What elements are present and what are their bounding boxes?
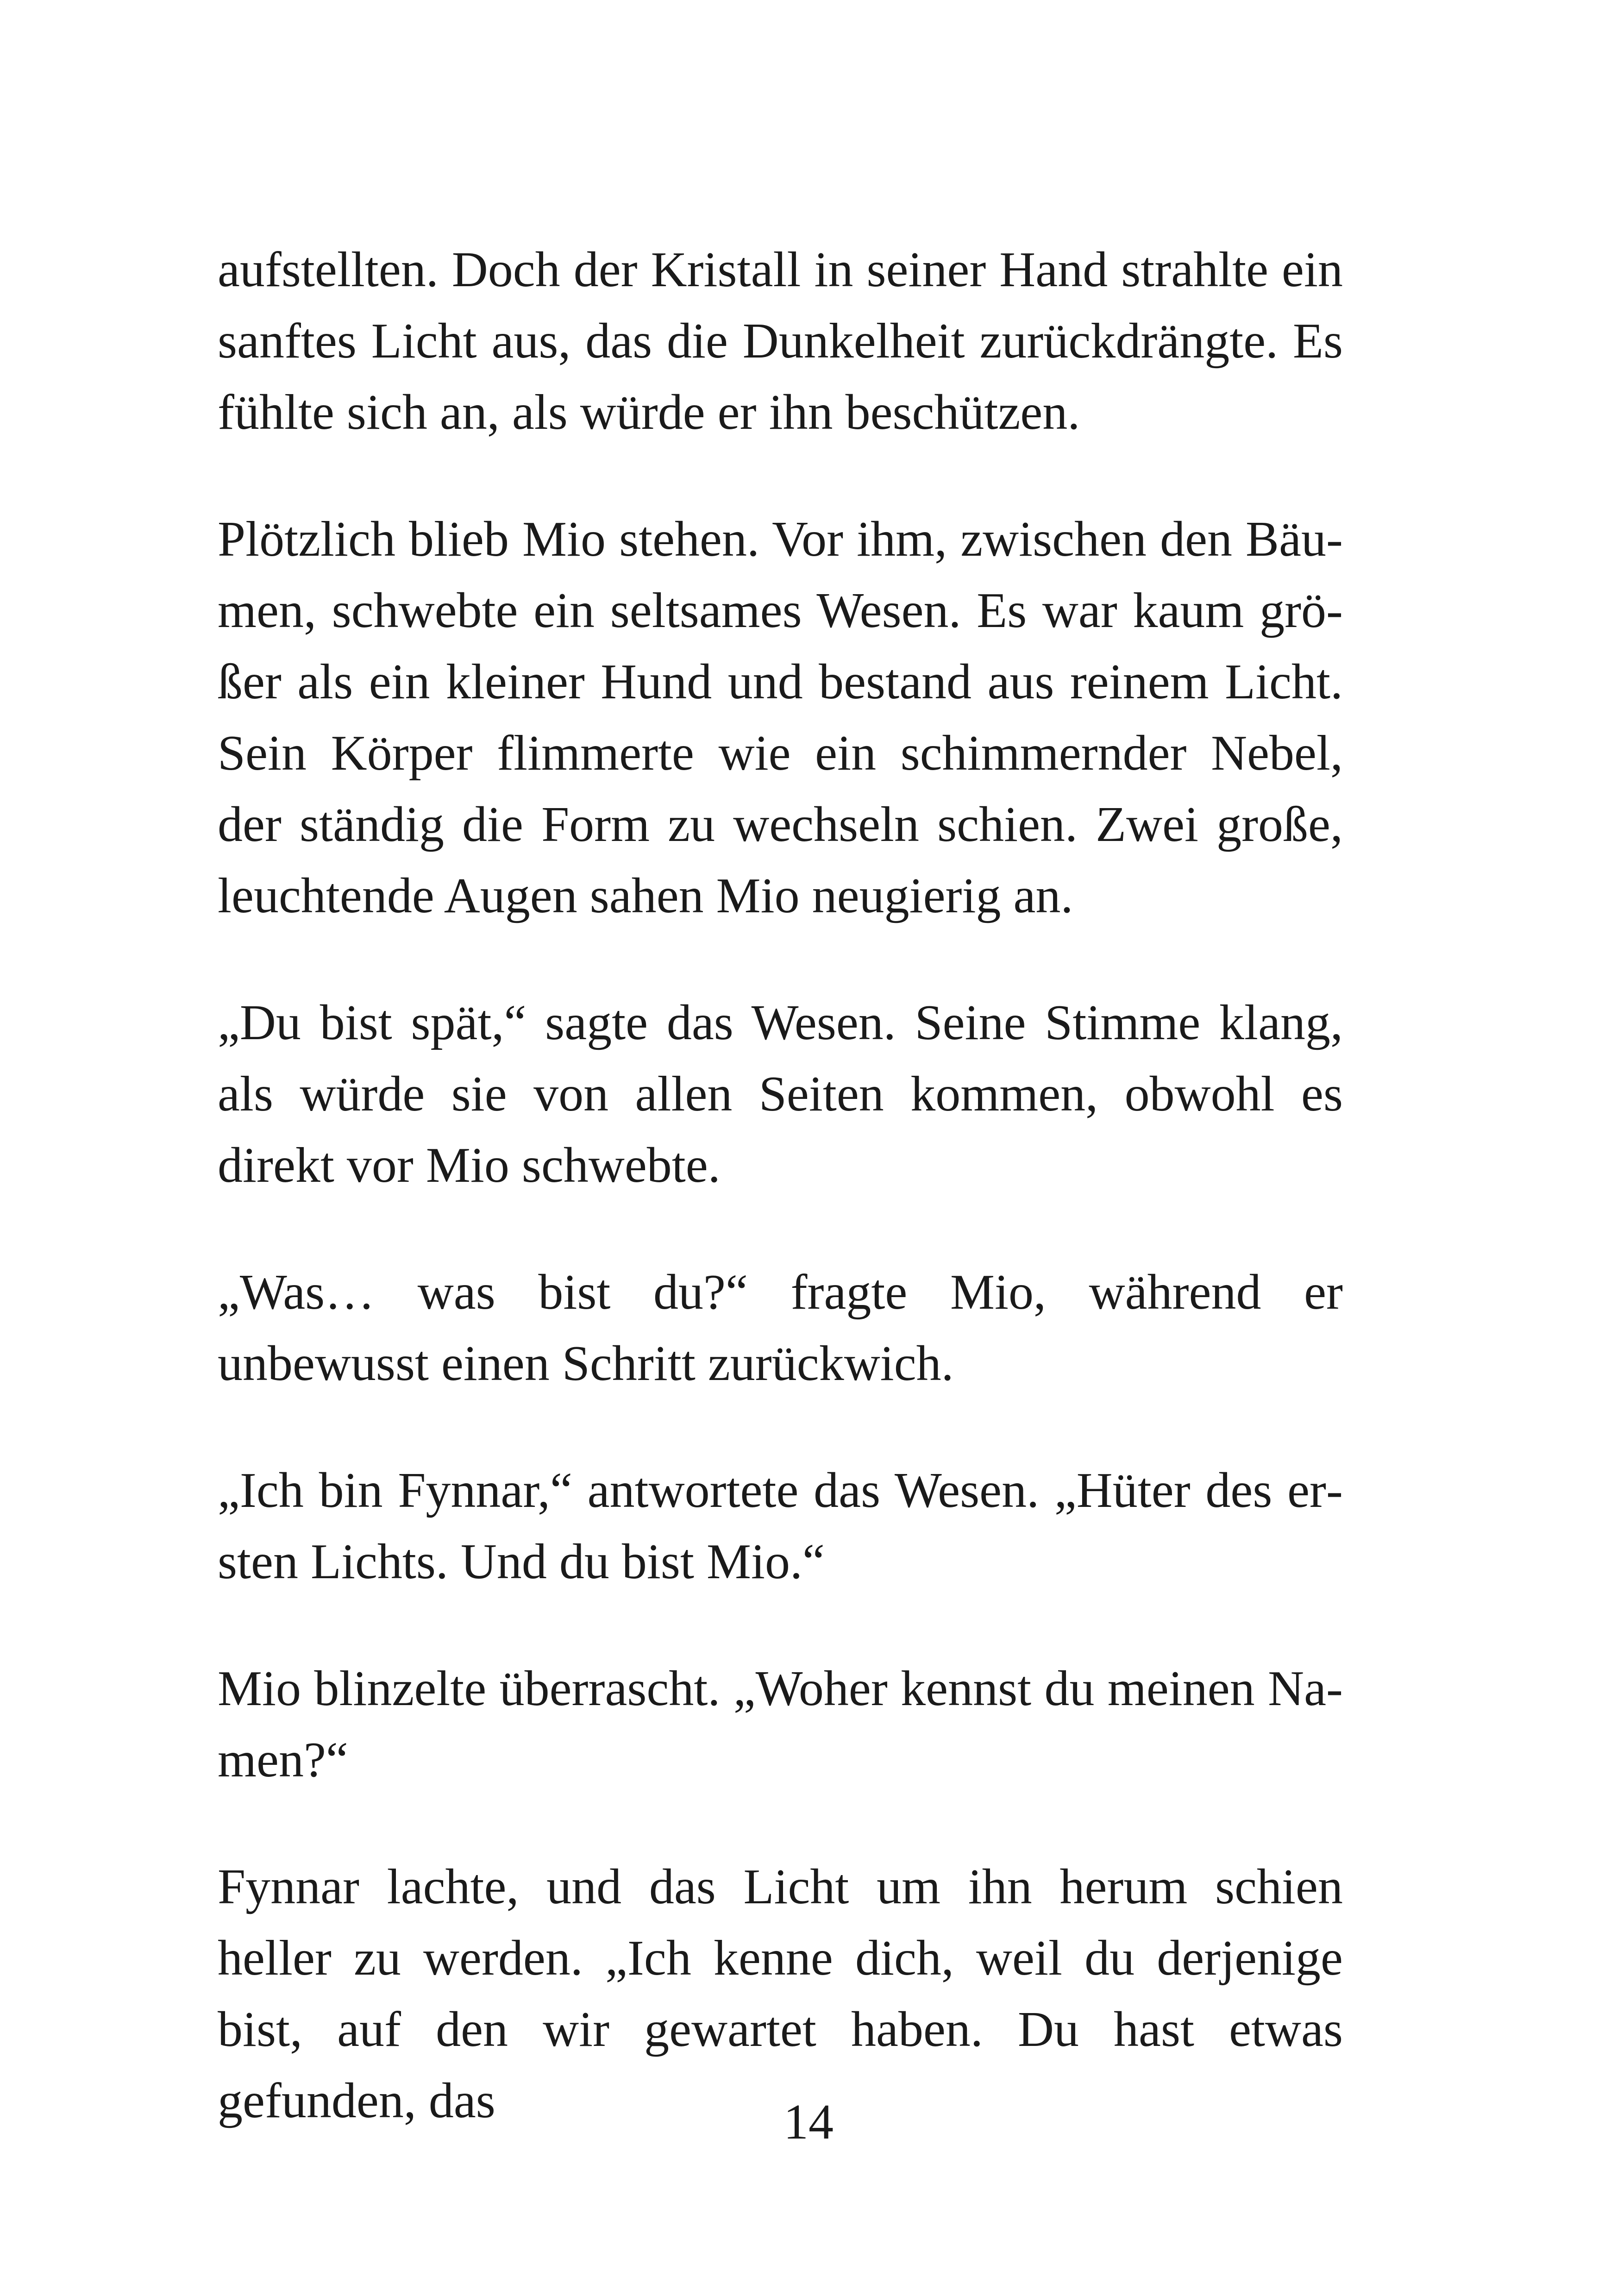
paragraph: „Du bist spät,“ sagte das Wesen. Seine Stimme klang, als würde sie von allen Seiten kommen, obwohl es direkt vor Mio schwebte. <box>218 995 1343 1193</box>
paragraph: „Was… was bist du?“ fragte Mio, während er unbewusst einen Schritt zurückwich. <box>218 1265 1343 1391</box>
paragraph: Plötzlich blieb Mio stehen. Vor ihm, zwischen den Bäumen, schwebte ein seltsames Wesen. Es war kaum größer als ein kleiner Hund und bestand aus reinem Licht. Sein Körper flimmerte wie ein schimmernder Nebel, der ständig die Form zu wechseln schien. Zwei große, leuchtende Augen sahen Mio neugierig an. <box>218 512 1343 923</box>
paragraph: Mio blinzelte überrascht. „Woher kennst du meinen Namen?“ <box>218 1661 1343 1788</box>
page-number: 14 <box>783 2095 834 2150</box>
paragraph: „Ich bin Fynnar,“ antwortete das Wesen. „Hüter des ersten Lichts. Und du bist Mio.“ <box>218 1463 1343 1589</box>
paragraph: Fynnar lachte, und das Licht um ihn herum schien heller zu werden. „Ich kenne dich, weil du derjenige bist, auf den wir gewartet haben. Du hast etwas gefunden, das <box>218 1859 1343 2128</box>
paragraph: aufstellten. Doch der Kristall in seiner Hand strahlte ein sanftes Licht aus, das die Dunkelheit zurückdrängte. Es fühlte sich an, als würde er ihn beschützen. <box>218 242 1343 440</box>
page-body <box>218 234 1343 2137</box>
